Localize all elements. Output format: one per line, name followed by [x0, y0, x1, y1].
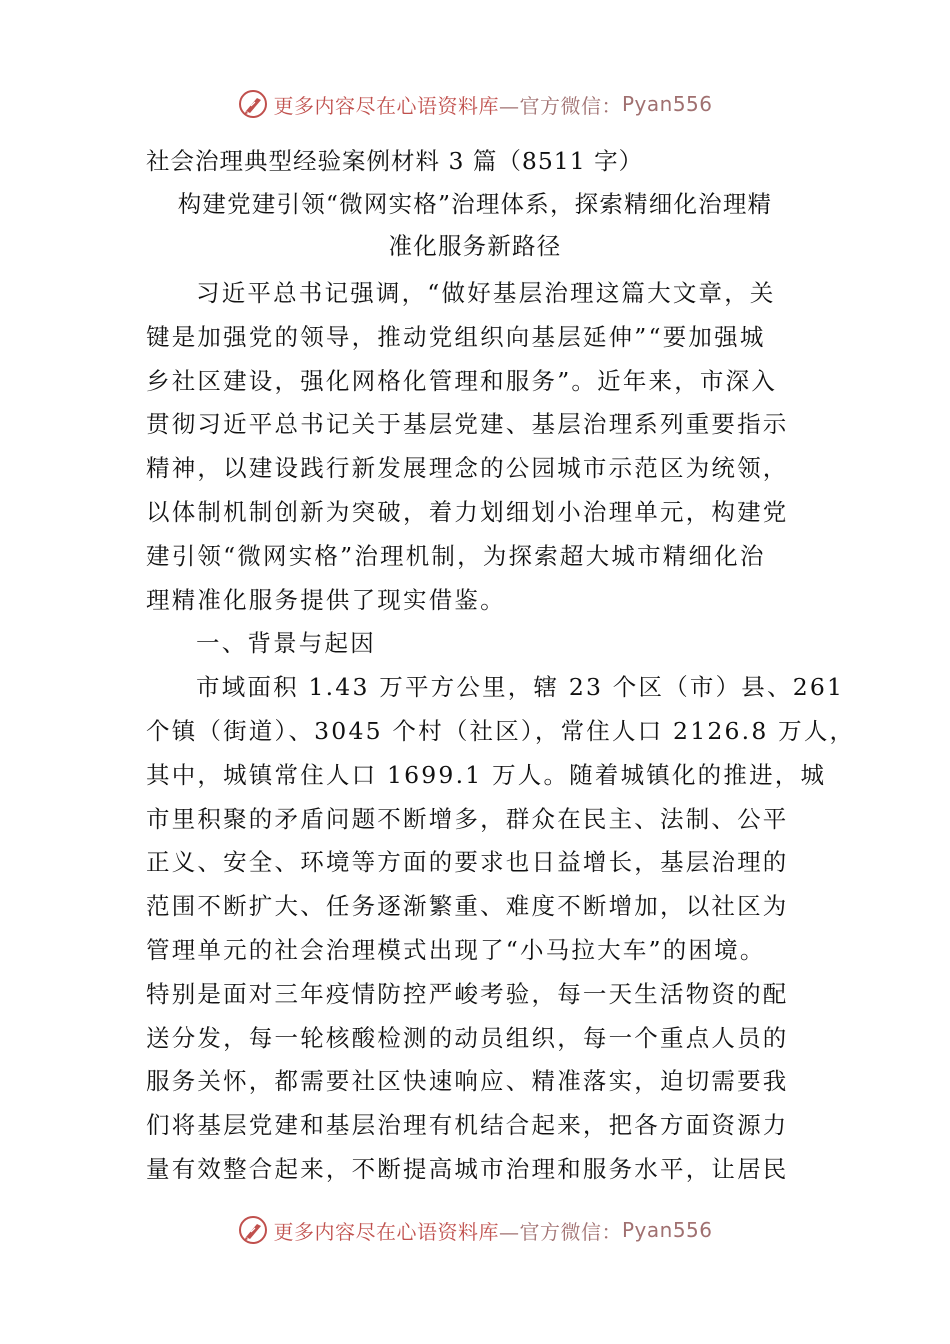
body-line: 乡社区建设，强化网格化管理和服务”。近年来，市深入	[146, 366, 778, 395]
body-line: 送分发，每一轮核酸检测的动员组织，每一个重点人员的	[146, 1023, 789, 1052]
article-title-line-1: 构建党建引领“微网实格”治理体系，探索精细化治理精	[177, 190, 773, 218]
document-title: 社会治理典型经验案例材料 3 篇（8511 字）	[146, 147, 644, 175]
body-line: 以体制机制创新为突破，着力划细划小治理单元，构建党	[146, 497, 789, 526]
body-line: 其中，城镇常住人口 1699.1 万人。随着城镇化的推进，城	[146, 760, 827, 789]
body-line: 精神，以建设践行新发展理念的公园城市示范区为统领，	[146, 454, 789, 483]
bottom-watermark-banner	[0, 1210, 950, 1250]
body-line: 贯彻习近平总书记关于基层党建、基层治理系列重要指示	[146, 410, 789, 439]
article-title-line-2: 准化服务新路径	[388, 232, 562, 260]
watermark-wechat-label: —官方微信：	[498, 1219, 622, 1244]
body-line: 市里积聚的矛盾问题不断增多，群众在民主、法制、公平	[146, 804, 789, 833]
watermark-wechat-id: Pyan556	[621, 1218, 713, 1242]
body-line: 们将基层党建和基层治理有机结合起来，把各方面资源力	[146, 1111, 789, 1140]
watermark-text: 更多内容尽在心语资料库	[273, 93, 499, 118]
body-line: 市域面积 1.43 万平方公里，辖 23 个区（市）县、261	[196, 673, 845, 702]
fountain-pen-logo-icon	[237, 1214, 269, 1246]
watermark-wechat-label: —官方微信：	[498, 93, 622, 118]
body-line: 个镇（街道）、3045 个村（社区），常住人口 2126.8 万人，	[146, 716, 856, 745]
body-line: 理精准化服务提供了现实借鉴。	[146, 585, 506, 614]
article-body	[146, 272, 856, 1192]
body-line: 范围不断扩大、任务逐渐繁重、难度不断增加，以社区为	[146, 892, 789, 921]
fountain-pen-logo-icon	[237, 88, 269, 120]
top-watermark-banner	[0, 84, 950, 124]
section-heading: 一、背景与起因	[196, 629, 376, 658]
body-line: 键是加强党的领导，推动党组织向基层延伸”“要加强城	[146, 322, 766, 351]
body-line: 特别是面对三年疫情防控严峻考验，每一天生活物资的配	[146, 979, 789, 1008]
body-line: 服务关怀，都需要社区快速响应、精准落实，迫切需要我	[146, 1067, 789, 1096]
watermark-wechat-id: Pyan556	[621, 92, 713, 116]
body-line: 管理单元的社会治理模式出现了“小马拉大车”的困境。	[146, 935, 766, 964]
body-line: 建引领“微网实格”治理机制，为探索超大城市精细化治	[146, 541, 766, 570]
body-line: 正义、安全、环境等方面的要求也日益增长，基层治理的	[146, 848, 789, 877]
body-line: 习近平总书记强调，“做好基层治理这篇大文章，关	[196, 279, 776, 307]
watermark-text: 更多内容尽在心语资料库	[273, 1219, 499, 1244]
body-line: 量有效整合起来，不断提高城市治理和服务水平，让居民	[146, 1154, 789, 1183]
